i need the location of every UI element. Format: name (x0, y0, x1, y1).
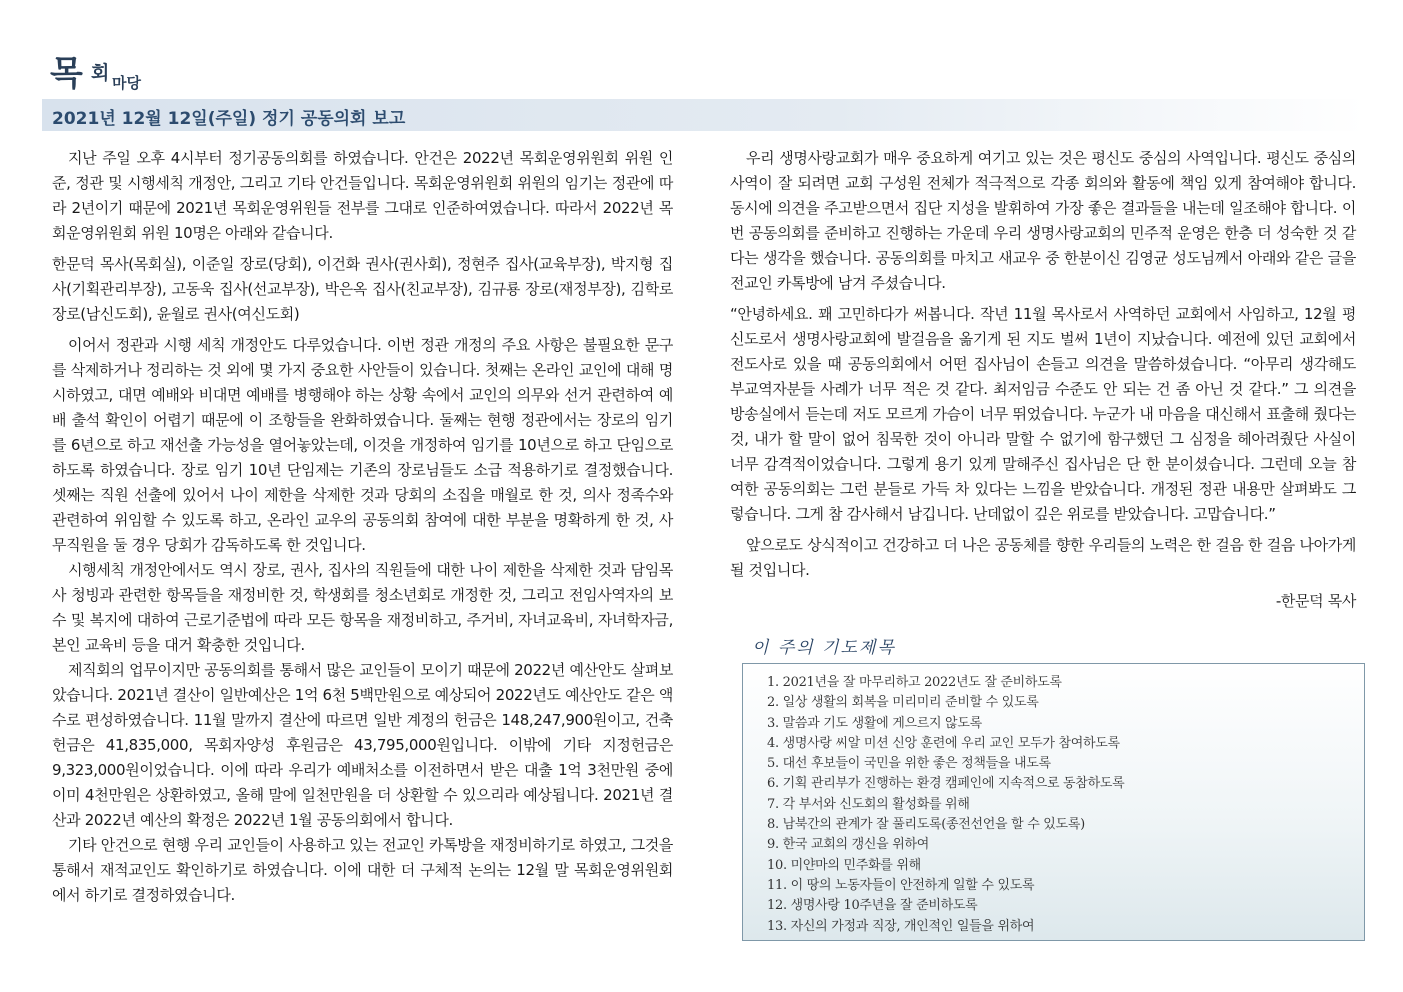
prayer-item: 8. 남북간의 관계가 잘 풀리도록(종전선언을 할 수 있도록) (767, 817, 1085, 833)
prayer-item: 6. 기획 관리부가 진행하는 환경 캠페인에 지속적으로 동참하도록 (767, 776, 1125, 792)
section-logo (50, 46, 250, 96)
paragraph: 기타 안건으로 현행 우리 교인들이 사용하고 있는 전교인 카톡방을 재정비하기로 하였고, 그것을 통해서 재적교인도 확인하기로 하였습니다. 이에 대한 더 구체적 논의는 12월 말 목회운영위원회에서 하기로 결정하였습니다. (52, 836, 673, 904)
prayer-item: 5. 대선 후보들이 국민을 위한 좋은 정책들을 내도록 (767, 756, 1051, 772)
logo-big-char: 목 (50, 54, 82, 94)
paragraph: 우리 생명사랑교회가 매우 중요하게 여기고 있는 것은 평신도 중심의 사역입니다. 평신도 중심의 사역이 잘 되려면 교회 구성원 전체가 적극적으로 각종 회의와 활동에 책임 있게 참여해야 합니다. 동시에 의견을 주고받으면서 집단 지성을 발휘하여 가장 좋은 결과들을 내는데 일조해야 합니다. 이번 공동의회를 준비하고 진행하는 가운데 우리 생명사랑교회의 민주적 운영은 한층 더 성숙한 것 같다는 생각을 했습니다. 공동의회를 마치고 새교우 중 한분이신 김영균 성도님께서 아래와 같은 글을 전교인 카톡방에 남겨 주셨습니다. (730, 149, 1356, 292)
prayer-item: 10. 미얀마의 민주화를 위해 (767, 857, 921, 873)
prayer-item: 1. 2021년을 잘 마무리하고 2022년도 잘 준비하도록 (767, 675, 1062, 690)
right-column (730, 146, 1356, 614)
page-title: 2021년 12월 12일(주일) 정기 공동의회 보고 (52, 109, 406, 129)
prayer-item: 9. 한국 교회의 갱신을 위하여 (767, 837, 929, 853)
left-column (52, 146, 673, 908)
quote-paragraph: “안녕하세요. 꽤 고민하다가 써봅니다. 작년 11월 목사로서 사역하던 교회에서 사임하고, 12월 평신도로서 생명사랑교회에 발걸음을 옮기게 된 지도 벌써 1년이 지났습니다. 예전에 있던 교회에서 전도사로 있을 때 공동의회에서 어떤 집사님이 손들고 의견을 말씀하셨습니다. “아무리 생각해도 부교역자분들 사례가 너무 적은 것 같다. 최저임금 수준도 안 되는 건 좀 아닌 것 같다.” 그 의견을 방송실에서 듣는데 저도 모르게 가슴이 너무 뛰었습니다. 누군가 내 마음을 대신해서 표출해 줬다는 것, 내가 할 말이 없어 침묵한 것이 아니라 말할 수 없기에 함구했던 그 심정을 헤아려줬단 사실이 너무 감격적이었습니다. 그렇게 용기 있게 말해주신 집사님은 단 한 분이셨습니다. 그런데 오늘 참여한 공동의회는 그런 분들로 가득 차 있다는 느낌을 받았습니다. 개정된 정관 내용만 살펴봐도 그렇습니다. 그게 참 감사해서 남깁니다. 난데없이 깊은 위로를 받았습니다. 고맙습니다.” (730, 305, 1356, 523)
prayer-item: 2. 일상 생활의 회복을 미리미리 준비할 수 있도록 (767, 695, 1039, 711)
paragraph: 앞으로도 상식적이고 건강하고 더 나은 공동체를 향한 우리들의 노력은 한 걸음 한 걸음 나아가게 될 것입니다. (730, 536, 1356, 579)
prayer-heading: 이 주의 기도제목 (752, 638, 896, 658)
title-band (42, 99, 1365, 131)
prayer-item: 4. 생명사랑 씨알 미션 신앙 훈련에 우리 교인 모두가 참여하도록 (767, 735, 1120, 751)
prayer-item: 11. 이 땅의 노동자들이 안전하게 일할 수 있도록 (767, 877, 1035, 893)
prayer-item: 7. 각 부서와 신도회의 활성화를 위해 (767, 796, 970, 812)
logo-mid-char: 회 (91, 62, 110, 84)
paragraph: 시행세칙 개정안에서도 역시 장로, 권사, 집사의 직원들에 대한 나이 제한을 삭제한 것과 담임목사 청빙과 관련한 항목들을 재정비한 것, 학생회를 청소년회로 개정한 것, 그리고 전임사역자의 보수 및 복지에 대하여 근로기준법에 따라 모든 항목을 재정비하고, 주거비, 자녀교육비, 자녀학자금, 본인 교육비 등을 대거 확충한 것입니다. (52, 561, 673, 654)
paragraph: 지난 주일 오후 4시부터 정기공동의회를 하였습니다. 안건은 2022년 목회운영위원회 위원 인준, 정관 및 시행세칙 개정안, 그리고 기타 안건들입니다. 목회운영위원회 위원의 임기는 정관에 따라 2년이기 때문에 2021년 목회운영위원들 전부를 그대로 인준하여였습니다. 따라서 2022년 목회운영위원회 위원 10명은 아래와 같습니다. (52, 149, 673, 242)
prayer-item: 12. 생명사랑 10주년을 잘 준비하도록 (767, 898, 978, 914)
logo-small-text: 마당 (112, 74, 141, 92)
prayer-item: 3. 말씀과 기도 생활에 게으르지 않도록 (767, 715, 982, 731)
paragraph: 제직회의 업무이지만 공동의회를 통해서 많은 교인들이 모이기 때문에 2022년 예산안도 살펴보았습니다. 2021년 결산이 일반예산은 1억 6천 5백만원으로 예상되어 2022년도 예산안도 같은 액수로 편성하였습니다. 11월 말까지 결산에 따르면 일반 계정의 헌금은 148,247,900원이고, 건축헌금은 41,835,000, 목회자양성 후원금은 43,795,000원입니다. 이밖에 기타 지정헌금은 9,323,000원이었습니다. 이에 따라 우리가 예배처소를 이전하면서 받은 대출 1억 3천만원 중에 이미 4천만원은 상환하였고, 올해 말에 일천만원을 더 상환할 수 있으리라 예상됩니다. 2021년 결산과 2022년 예산의 확정은 2022년 1월 공동의회에서 합니다. (52, 661, 673, 829)
committee-list: 한문덕 목사(목회실), 이준일 장로(당회), 이건화 권사(권사회), 정현주 집사(교육부장), 박지형 집사(기획관리부장), 고동욱 집사(선교부장), 박은옥 집사(친교부장), 김규룡 장로(재정부장), 김학로 장로(남신도회), 윤월로 권사(여신도회) (52, 255, 673, 323)
prayer-list (742, 663, 1365, 941)
prayer-item: 13. 자신의 가정과 직장, 개인적인 일들을 위하여 (767, 918, 1035, 934)
signature: -한문덕 목사 (1275, 592, 1356, 610)
paragraph: 이어서 정관과 시행 세칙 개정안도 다루었습니다. 이번 정관 개정의 주요 사항은 불필요한 문구를 삭제하거나 정리하는 것 외에 몇 가지 중요한 사안들이 있습니다. 첫째는 온라인 교인에 대해 명시하였고, 대면 예배와 비대면 예배를 병행해야 하는 상황 속에서 교인의 의무와 선거 관련하여 예배 출석 확인이 어렵기 때문에 이 조항들을 완화하였습니다. 둘째는 현행 정관에서는 장로의 임기를 6년으로 하고 재선출 가능성을 열어놓았는데, 이것을 개정하여 임기를 10년으로 하고 단임으로 하도록 하였습니다. 장로 임기 10년 단임제는 기존의 장로님들도 소급 적용하기로 결정했습니다. 셋째는 직원 선출에 있어서 나이 제한을 삭제한 것과 당회의 소집을 매월로 한 것, 의사 정족수와 관련하여 위임할 수 있도록 하고, 온라인 교우의 공동의회 참여에 대한 부분을 명확하게 한 것, 사무직원을 둘 경우 당회가 감독하도록 한 것입니다. (52, 336, 673, 554)
